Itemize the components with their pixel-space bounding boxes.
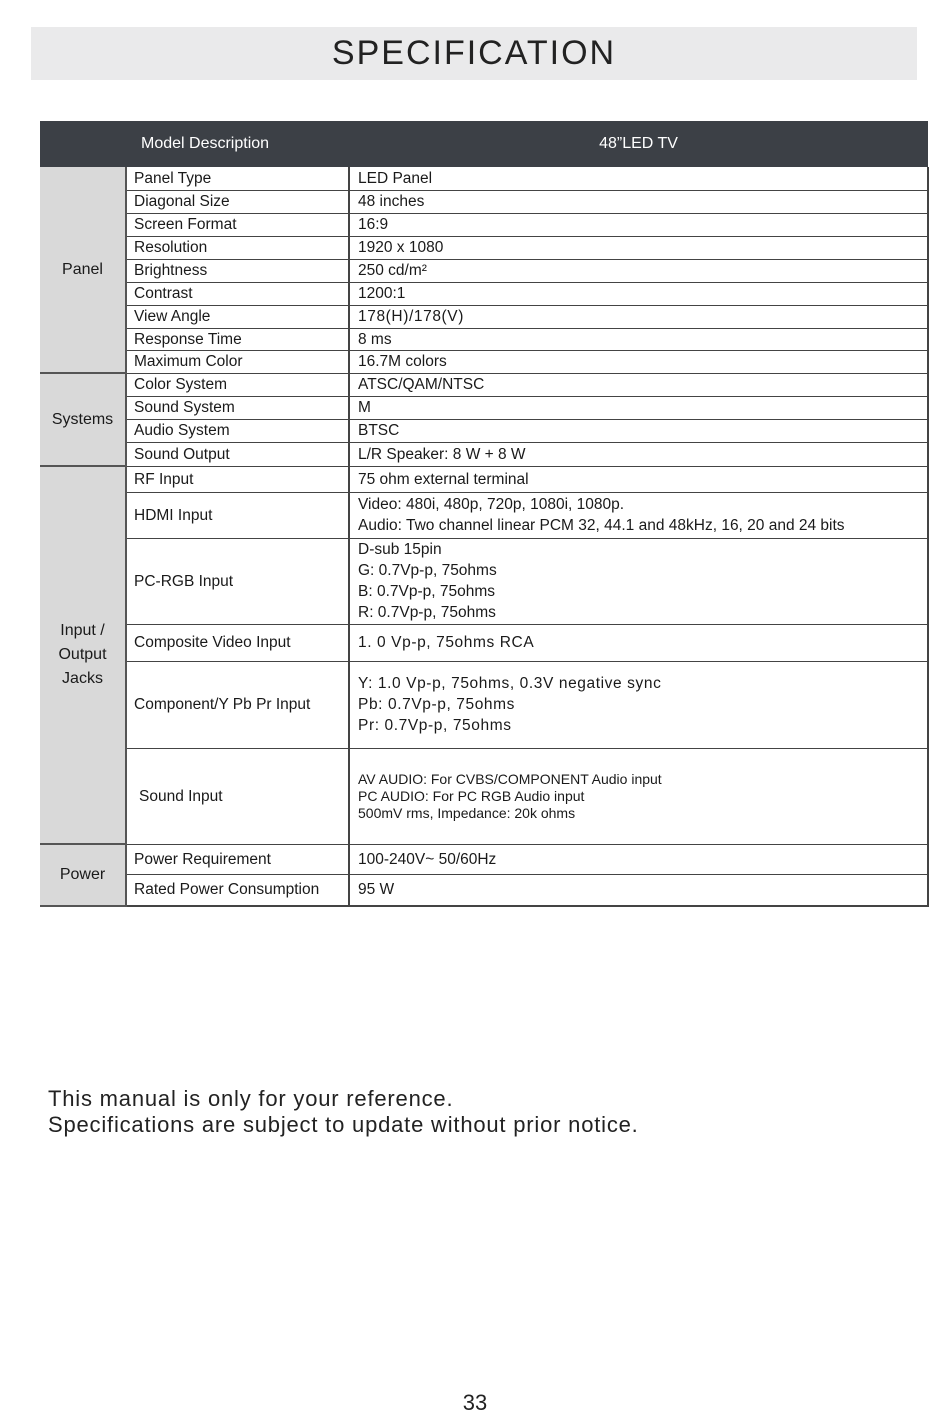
param-label: Power Requirement [126, 844, 349, 874]
param-label: Sound Input [126, 748, 349, 844]
param-value: 75 ohm external terminal [349, 466, 928, 492]
param-label: Response Time [126, 328, 349, 350]
table-row [40, 419, 928, 442]
table-row [40, 236, 928, 259]
param-value: ATSC/QAM/NTSC [349, 373, 928, 396]
table-row [40, 305, 928, 328]
param-value: 16.7M colors [349, 350, 928, 373]
param-label: Maximum Color [126, 350, 349, 373]
param-label: Sound Output [126, 442, 349, 466]
table-row [40, 259, 928, 282]
header-model-name: 48”LED TV [349, 121, 928, 167]
table-row [40, 282, 928, 305]
param-label: Screen Format [126, 213, 349, 236]
table-row [40, 874, 928, 906]
param-value: 1. 0 Vp-p, 75ohms RCA [349, 624, 928, 661]
table-row [40, 748, 928, 844]
param-value: Video: 480i, 480p, 720p, 1080i, 1080p. Audio: Two channel linear PCM 32, 44.1 and 48kHz, 16, 20 and 24 bits [349, 492, 928, 538]
note-line: This manual is only for your reference. [48, 1086, 454, 1111]
param-value: 48 inches [349, 190, 928, 213]
param-label: Resolution [126, 236, 349, 259]
page-title: SPECIFICATION [331, 34, 617, 72]
category-systems: Systems [40, 373, 126, 466]
param-label: RF Input [126, 466, 349, 492]
param-value: D-sub 15pin G: 0.7Vp-p, 75ohms B: 0.7Vp-p, 75ohms R: 0.7Vp-p, 75ohms [349, 538, 928, 624]
param-label: Brightness [126, 259, 349, 282]
param-label: PC-RGB Input [126, 538, 349, 624]
param-value: 95 W [349, 874, 928, 906]
table-row [40, 442, 928, 466]
param-label: Rated Power Consumption [126, 874, 349, 906]
param-label: Diagonal Size [126, 190, 349, 213]
table-row [40, 661, 928, 748]
disclaimer-note [48, 1086, 639, 1138]
table-row [40, 538, 928, 624]
table-row [40, 466, 928, 492]
header-model-description: Model Description [40, 121, 349, 167]
table-row [40, 328, 928, 350]
param-value: LED Panel [349, 167, 928, 190]
category-panel: Panel [40, 167, 126, 373]
table-row [40, 492, 928, 538]
table-row [40, 213, 928, 236]
param-value: 178(H)/178(V) [349, 305, 928, 328]
param-label: View Angle [126, 305, 349, 328]
table-row [40, 844, 928, 874]
param-value: 1200:1 [349, 282, 928, 305]
table-row [40, 373, 928, 396]
param-value: 250 cd/m² [349, 259, 928, 282]
param-label: Audio System [126, 419, 349, 442]
param-value: 16:9 [349, 213, 928, 236]
param-label: Panel Type [126, 167, 349, 190]
category-power: Power [40, 844, 126, 906]
param-value: AV AUDIO: For CVBS/COMPONENT Audio input PC AUDIO: For PC RGB Audio input 500mV rms, Impedance: 20k ohms [349, 748, 928, 844]
param-label: Component/Y Pb Pr Input [126, 661, 349, 748]
page-number: 33 [462, 1390, 488, 1415]
param-value: 100-240V~ 50/60Hz [349, 844, 928, 874]
title-bar [31, 27, 917, 80]
param-value: Y: 1.0 Vp-p, 75ohms, 0.3V negative sync Pb: 0.7Vp-p, 75ohms Pr: 0.7Vp-p, 75ohms [349, 661, 928, 748]
param-value: 1920 x 1080 [349, 236, 928, 259]
category-io-jacks: Input / Output Jacks [40, 466, 126, 844]
table-header-row [40, 121, 928, 167]
spec-table [40, 121, 929, 907]
table-row [40, 350, 928, 373]
param-value: L/R Speaker: 8 W + 8 W [349, 442, 928, 466]
param-label: Composite Video Input [126, 624, 349, 661]
param-label: Color System [126, 373, 349, 396]
param-value: 8 ms [349, 328, 928, 350]
table-row [40, 624, 928, 661]
note-line: Specifications are subject to update without prior notice. [48, 1112, 639, 1137]
param-label: HDMI Input [126, 492, 349, 538]
param-label: Sound System [126, 396, 349, 419]
param-value: M [349, 396, 928, 419]
param-label: Contrast [126, 282, 349, 305]
table-row [40, 396, 928, 419]
table-row [40, 190, 928, 213]
table-row [40, 167, 928, 190]
param-value: BTSC [349, 419, 928, 442]
